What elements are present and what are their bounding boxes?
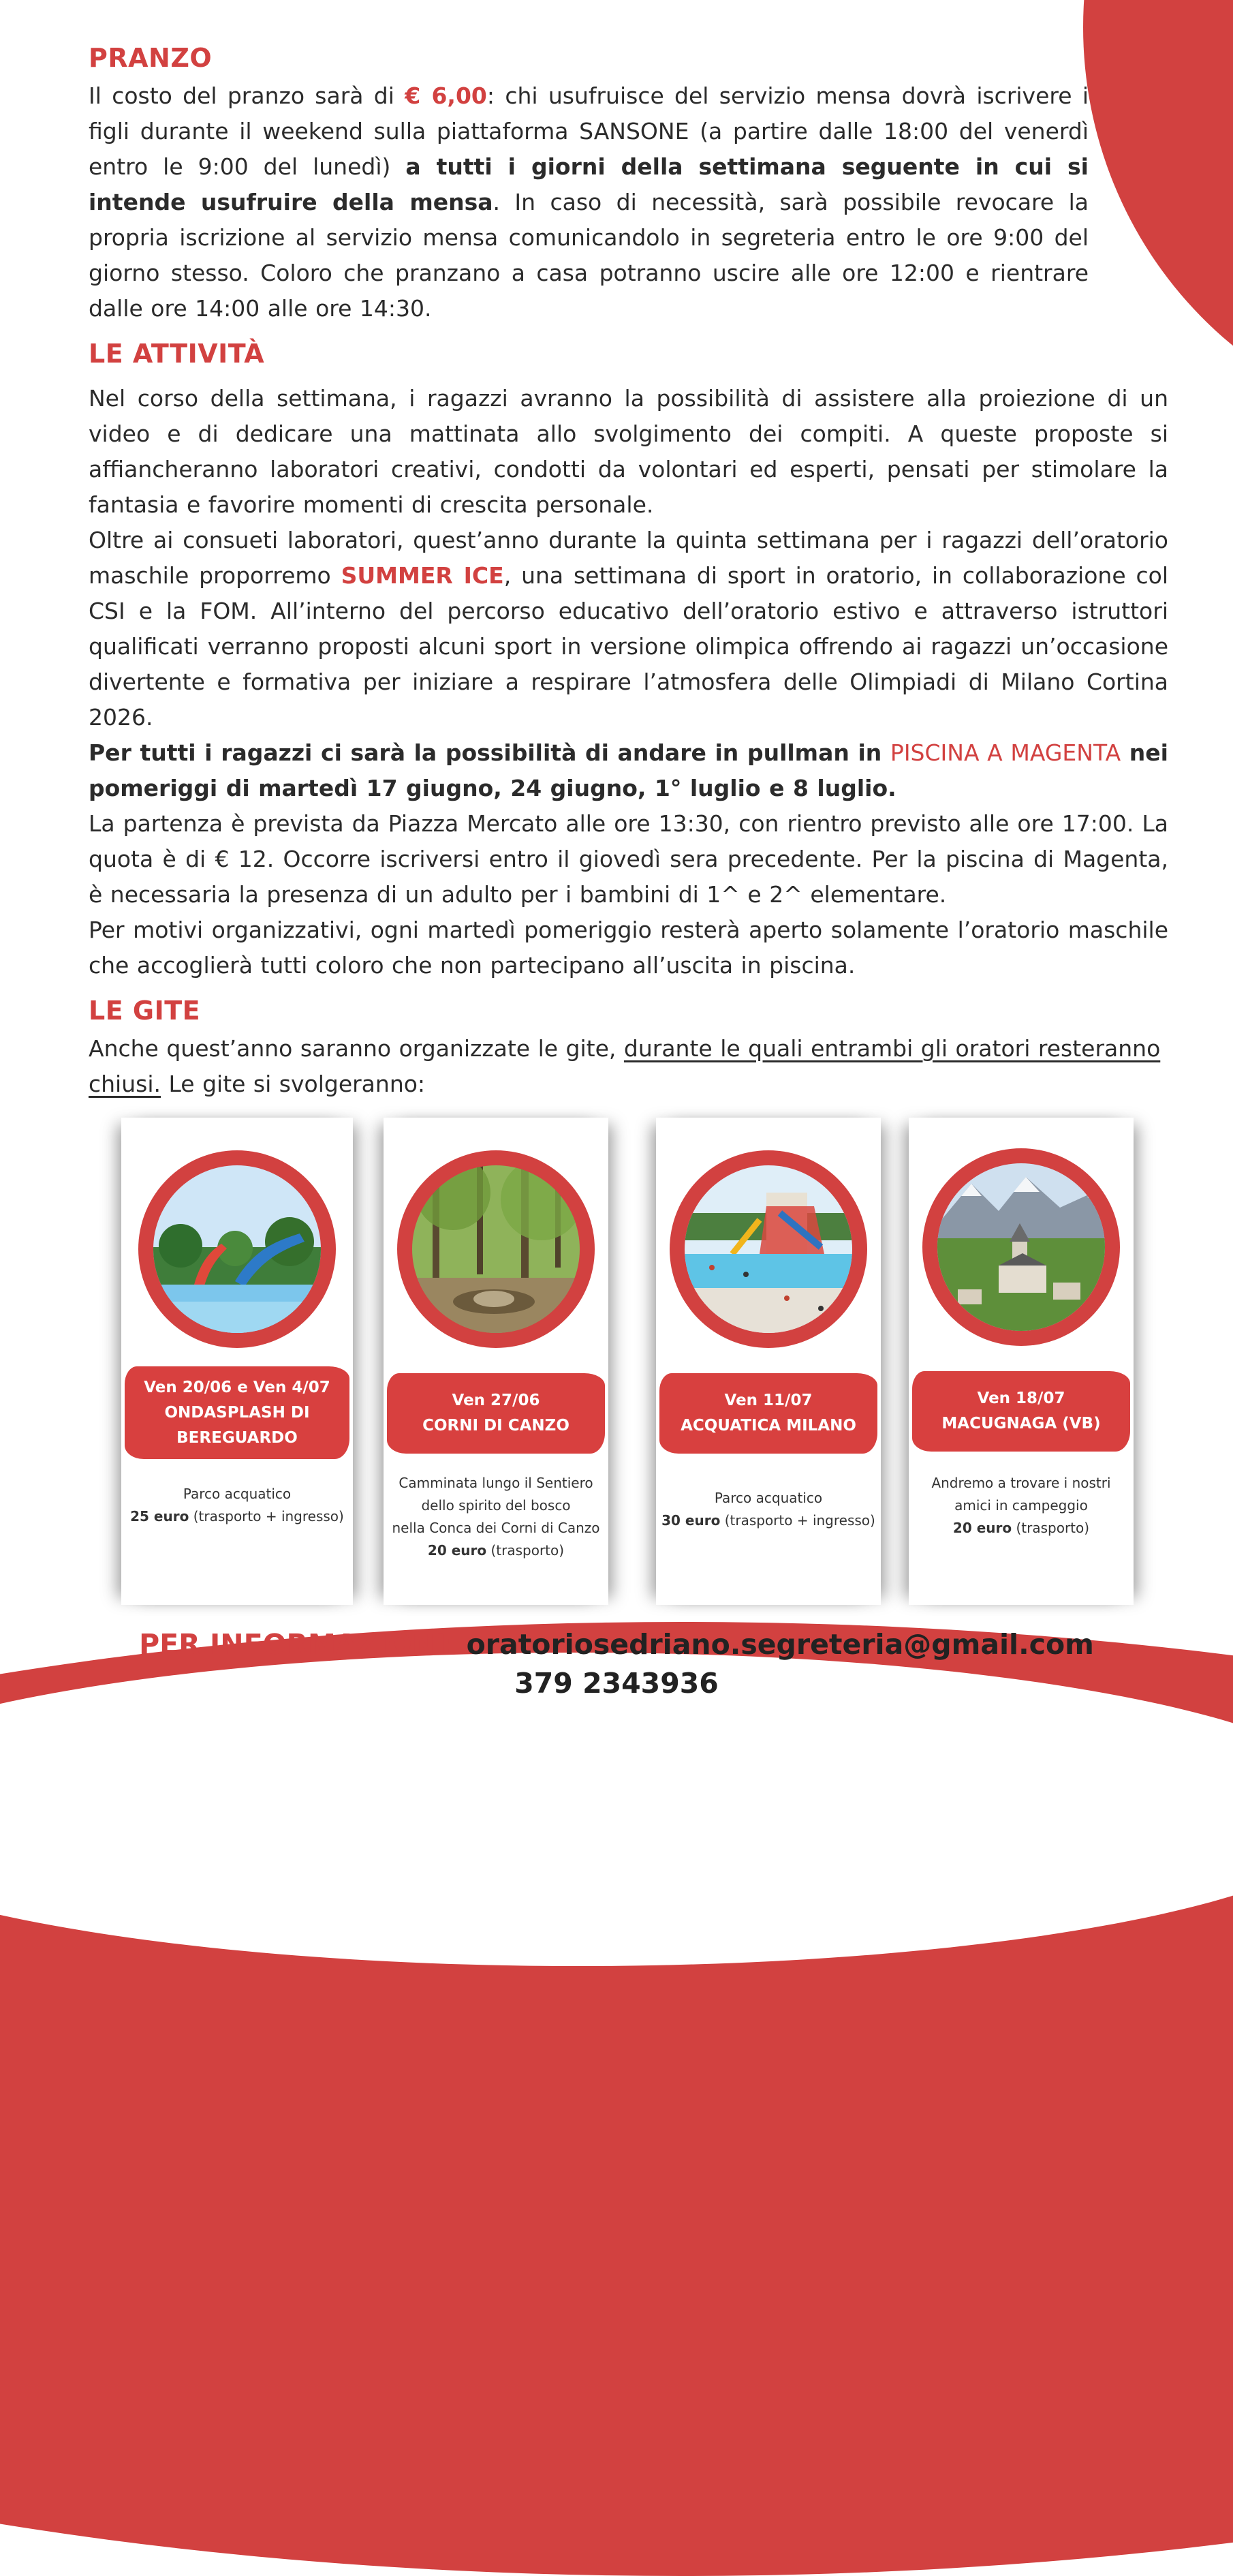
trip-destination: MACUGNAGA (VB) — [941, 1415, 1101, 1432]
trip-ribbon — [912, 1371, 1130, 1452]
attivita-p2-text-b: , una settimana di sport in oratorio, in collaborazione col CSI e la FOM. All’interno del percorso educativo dell’oratorio estivo e attraverso istruttori qualificati verranno proposti alcuni sport in versione olimpica offrendo ai ragazzi un’occasione divertente e formativa per iniziare a respirare l’atmosfera delle Olimpiadi di Milano Cortina 2026. — [89, 562, 1168, 731]
trip-date: Ven 27/06 — [452, 1392, 540, 1409]
piscina-magenta-highlight: PISCINA A MAGENTA — [890, 739, 1121, 766]
photo-frame — [397, 1150, 595, 1348]
trip-price: 25 euro — [130, 1508, 189, 1524]
trip-ribbon — [387, 1373, 605, 1454]
document-body — [89, 37, 1168, 1102]
trip-price-note: (trasporto) — [1012, 1520, 1090, 1536]
attivita-paragraph-2 — [89, 523, 1168, 735]
attivita-p3-text-a: Per tutti i ragazzi ci sarà la possibilità di andare in pullman in — [89, 739, 890, 766]
trip-price-line — [909, 1517, 1134, 1539]
contact-phone[interactable]: 379 2343936 — [514, 1667, 719, 1700]
trip-cards — [114, 1118, 1136, 1605]
photo-frame — [670, 1150, 867, 1348]
pranzo-text-3: . In caso di necessità, sarà possibile revocare la propria iscrizione al servizio mensa comunicandolo in segreteria entro le ore 9:00 del giorno stesso. Coloro che pranzano a casa potranno uscire alle ore 12:00 e rientrare dalle ore 14:00 alle ore 14:30. — [89, 189, 1089, 322]
pranzo-paragraph — [89, 78, 1089, 326]
trip-price-note: (trasporto) — [486, 1542, 565, 1559]
pranzo-price: € 6,00 — [405, 82, 487, 109]
trip-price-line — [384, 1539, 608, 1562]
pranzo-heading: PRANZO — [89, 43, 213, 73]
attivita-paragraph-3 — [89, 735, 1168, 806]
trip-price-line — [121, 1505, 353, 1528]
trip-destination-line-2: BEREGUARDO — [176, 1428, 298, 1447]
trip-price: 20 euro — [427, 1542, 487, 1559]
trip-price: 20 euro — [952, 1520, 1012, 1536]
attivita-paragraph-5: Per motivi organizzativi, ogni martedì pomeriggio resterà aperto solamente l’oratorio maschile che accoglierà tutti coloro che non partecipano all’uscita in piscina. — [89, 917, 1168, 979]
photo-frame — [922, 1148, 1120, 1346]
attivita-p2-text-a: Oltre ai consueti laboratori, quest’anno durante la quinta settimana per i ragazzi dell’oratorio maschile proporremo — [89, 527, 1168, 589]
section-attivita — [89, 333, 1168, 983]
trip-price-line — [656, 1509, 881, 1532]
contact-email[interactable]: oratoriosedriano.segreteria@gmail.com — [456, 1628, 1094, 1661]
trip-card — [121, 1118, 353, 1605]
trip-ribbon — [125, 1366, 349, 1459]
trip-card — [656, 1118, 881, 1605]
pranzo-text-2: : chi usufruisce del servizio mensa dovrà iscrivere i figli durante il weekend sulla piattaforma SANSONE (a partire dalle 18:00 del venerdì entro le 9:00 del lunedì) — [89, 82, 1089, 180]
trip-card — [909, 1118, 1134, 1605]
trip-date: Ven 20/06 e Ven 4/07 — [144, 1378, 330, 1396]
contact-label: PER INFORMAZIONI: — [139, 1628, 457, 1661]
gite-text-2: Le gite si svolgeranno: — [161, 1071, 426, 1097]
trip-desc-line: Andremo a trovare i nostri — [931, 1475, 1111, 1491]
trip-price: 30 euro — [661, 1512, 721, 1529]
trip-date: Ven 18/07 — [977, 1390, 1065, 1407]
gite-heading: LE GITE — [89, 996, 201, 1026]
trip-date: Ven 11/07 — [724, 1392, 813, 1409]
gite-text-1: Anche quest’anno saranno organizzate le gite, — [89, 1035, 624, 1062]
trip-destination: CORNI DI CANZO — [422, 1417, 569, 1435]
trip-description — [656, 1487, 881, 1532]
gite-paragraph — [89, 1031, 1168, 1102]
trip-price-note: (trasporto + ingresso) — [720, 1512, 875, 1529]
waterpark-slides-photo — [153, 1165, 321, 1333]
forest-trail-photo — [412, 1165, 580, 1333]
attivita-heading: LE ATTIVITÀ — [89, 339, 265, 369]
attivita-paragraph-4: La partenza è prevista da Piazza Mercato alle ore 13:30, con rientro previsto alle ore 17:00. La quota è di € 12. Occorre iscriversi entro il giovedì sera precedente. Per la piscina di Magenta, è necessaria la presenza di un adulto per i bambini di 1^ e 2^ elementare. — [89, 810, 1168, 908]
pranzo-text-1: Il costo del pranzo sarà di — [89, 82, 405, 109]
pranzo-bold-text: a tutti i giorni della settimana seguente in cui si intende usufruire della mensa — [89, 153, 1089, 215]
trip-desc-line: Parco acquatico — [714, 1490, 823, 1506]
photo-frame — [138, 1150, 336, 1348]
trip-description — [909, 1472, 1134, 1539]
summer-ice-highlight: SUMMER ICE — [341, 562, 504, 589]
trip-destination: ACQUATICA MILANO — [681, 1417, 856, 1435]
trip-desc-line: amici in campeggio — [954, 1497, 1088, 1514]
mountain-village-photo — [937, 1163, 1105, 1331]
trip-destination-line-1: ONDASPLASH DI — [164, 1403, 310, 1422]
section-gite — [89, 990, 1168, 1102]
gite-underlined-text: durante le quali entrambi gli oratori resteranno chiusi. — [89, 1035, 1161, 1097]
section-pranzo — [89, 37, 1168, 326]
trip-description — [121, 1483, 353, 1528]
trip-description — [384, 1472, 608, 1562]
footer-contact — [0, 1623, 1233, 1666]
trip-card — [384, 1118, 608, 1605]
trip-ribbon — [659, 1373, 877, 1454]
trip-desc-line: dello spirito del bosco — [421, 1497, 571, 1514]
trip-desc-line: nella Conca dei Corni di Canzo — [392, 1520, 600, 1536]
trip-desc-line: Camminata lungo il Sentiero — [399, 1475, 593, 1491]
trip-price-note: (trasporto + ingresso) — [189, 1508, 344, 1524]
trip-desc-line: Parco acquatico — [183, 1486, 292, 1502]
attivita-p3-text-b: nei pomeriggi di martedì 17 giugno, 24 giugno, 1° luglio e 8 luglio. — [89, 739, 1168, 801]
attivita-paragraph-1: Nel corso della settimana, i ragazzi avranno la possibilità di assistere alla proiezione di un video e di dedicare una mattinata allo svolgimento dei compiti. A queste proposte si affiancheranno laboratori creativi, condotti da volontari ed esperti, pensati per stimolare la fantasia e favorire momenti di crescita personale. — [89, 385, 1168, 518]
aquapark-pools-photo — [685, 1165, 852, 1333]
